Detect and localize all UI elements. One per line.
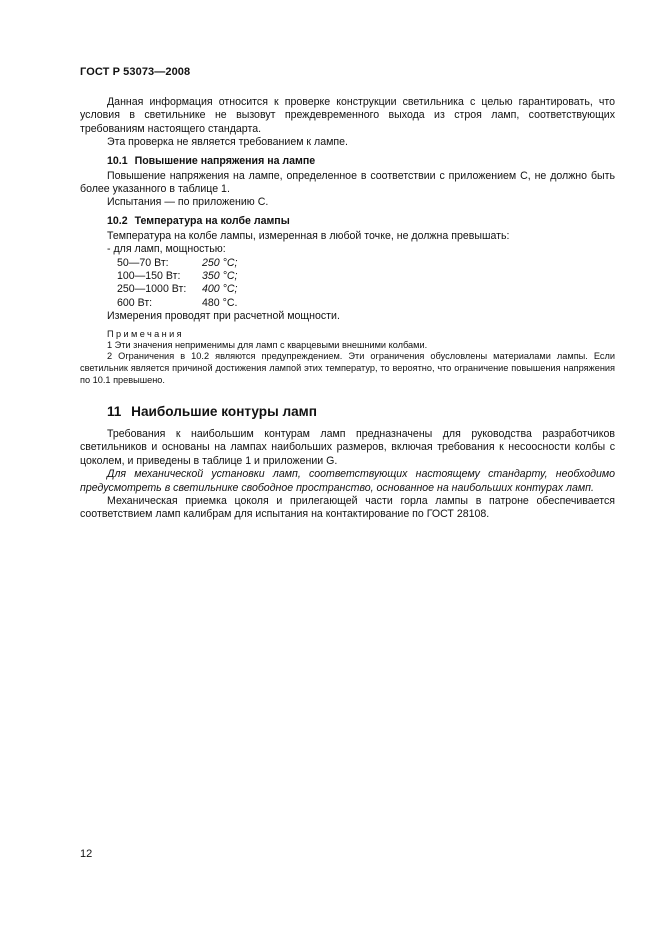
intro-paragraph-2: Эта проверка не является требованием к лампе. bbox=[107, 136, 348, 149]
temperature-value: 400 °C; bbox=[202, 283, 238, 296]
section-10-2-number: 10.2 bbox=[107, 214, 128, 227]
section-10-1-heading bbox=[80, 155, 615, 167]
temperature-value: 480 °C. bbox=[202, 296, 238, 309]
power-list-intro: - для ламп, мощностью: bbox=[107, 243, 226, 256]
section-11-heading bbox=[80, 404, 615, 419]
page-number: 12 bbox=[80, 848, 93, 860]
temperature-value: 250 °C; bbox=[202, 256, 238, 269]
section-11-paragraph-2: Для механической установки ламп, соответствующих настоящему стандарту, необходимо предусмотреть в светильнике свободное пространство, основанное на наибольших контурах ламп. bbox=[80, 468, 615, 494]
list-item bbox=[117, 283, 237, 296]
intro-paragraph-1: Данная информация относится к проверке конструкции светильника с целью гарантировать, что условия в светильнике не вызовут преждевременного выхода из строя ламп, соответствующих требованиям настоящего стандарта. bbox=[80, 96, 615, 135]
section-10-1-title: Повышение напряжения на лампе bbox=[134, 154, 316, 167]
list-item bbox=[117, 297, 237, 310]
section-11-paragraph-3: Механическая приемка цоколя и прилегающей части горла лампы в патроне обеспечивается соответствием ламп калибрам для испытания на контактирование по ГОСТ 28108. bbox=[80, 494, 615, 521]
temperature-limits-list bbox=[117, 257, 237, 311]
document-header: ГОСТ Р 53073—2008 bbox=[80, 66, 191, 78]
section-10-2-heading bbox=[80, 215, 615, 227]
note-1: 1 Эти значения неприменимы для ламп с кварцевыми внешними колбами. bbox=[107, 339, 428, 350]
list-item bbox=[117, 257, 237, 270]
section-10-1-number: 10.1 bbox=[107, 154, 128, 167]
section-10-2-paragraph-2: Измерения проводят при расчетной мощности. bbox=[107, 310, 340, 323]
power-value: 250—1000 Вт: bbox=[117, 283, 187, 296]
section-10-1-paragraph-1: Повышение напряжения на лампе, определенное в соответствии с приложением С, не должно быть более указанного в таблице 1. bbox=[80, 169, 615, 196]
section-10-2-paragraph-1: Температура на колбе лампы, измеренная в любой точке, не должна превышать: bbox=[107, 229, 510, 242]
section-10-1-paragraph-2: Испытания — по приложению С. bbox=[107, 196, 269, 209]
temperature-value: 350 °C; bbox=[202, 270, 238, 283]
list-item bbox=[117, 270, 237, 283]
power-value: 50—70 Вт: bbox=[117, 256, 169, 269]
power-value: 600 Вт: bbox=[117, 296, 153, 309]
section-11-paragraph-1: Требования к наибольшим контурам ламп предназначены для руководства разработчиков светильников и основаны на лампах наибольших размеров, включая требования к несоосности колбы с цоколем, и приведены в таблице 1 и приложении G. bbox=[80, 427, 615, 467]
page-content bbox=[80, 96, 615, 522]
section-10-2-title: Температура на колбе лампы bbox=[134, 214, 290, 227]
notes-title: Примечания bbox=[107, 328, 185, 339]
note-2: 2 Ограничения в 10.2 являются предупреждением. Эти ограничения обусловлены материалами лампы. Если светильник является причиной достижения лампой этих температур, то вероятно, что ограничение повышения напряжения по 10.1 превышено. bbox=[80, 351, 615, 386]
section-11-number: 11 bbox=[107, 403, 122, 419]
power-value: 100—150 Вт: bbox=[117, 270, 181, 283]
section-11-title: Наибольшие контуры ламп bbox=[131, 403, 317, 419]
